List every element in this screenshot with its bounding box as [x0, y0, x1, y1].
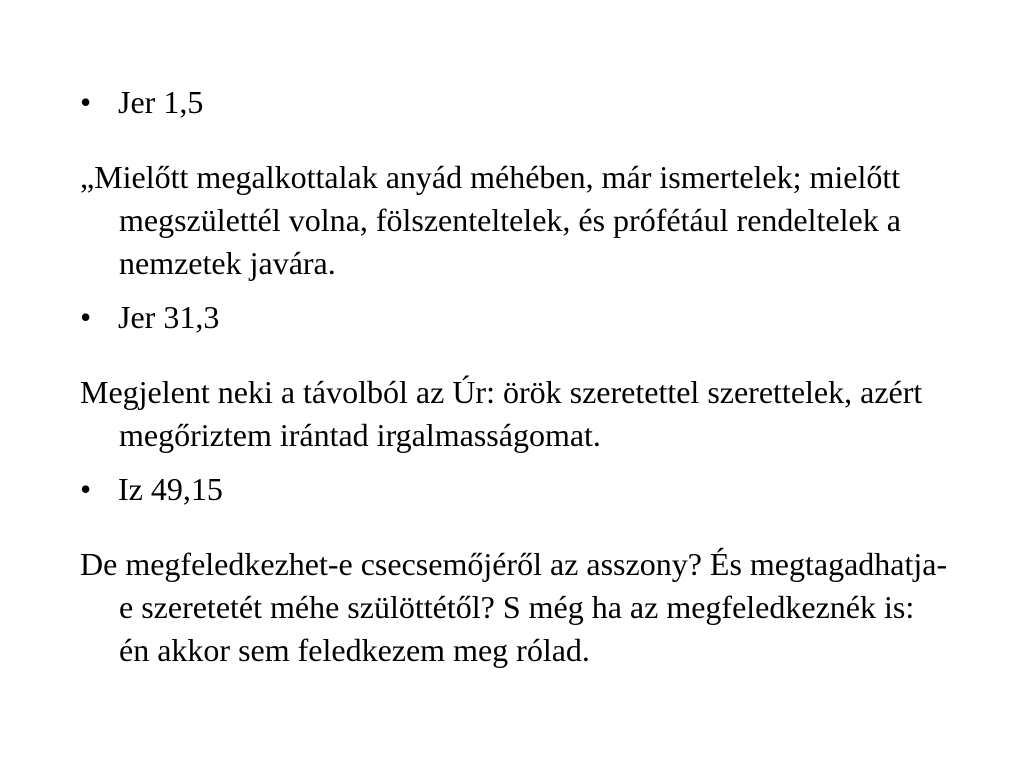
bullet-icon: •: [80, 84, 92, 120]
slide-body: [80, 81, 950, 683]
bullet-icon: •: [80, 471, 92, 507]
verse-block-1: [80, 81, 950, 285]
verse-reference: Iz 49,15: [118, 471, 223, 507]
bullet-item-reference: [80, 81, 950, 124]
verse-reference: Jer 31,3: [118, 299, 220, 335]
bullet-item-reference: [80, 296, 950, 339]
verse-quote: Megjelent neki a távolból az Úr: örök szeretettel szerettelek, azért megőriztem irántad irgalmasságomat.: [80, 374, 923, 453]
bullet-icon: •: [80, 299, 92, 335]
verse-reference: Jer 1,5: [118, 84, 204, 120]
verse-quote: De megfeledkezhet-e csecsemőjéről az asszony? És megtagadhatja-e szeretetét méhe szülöttétől? S még ha az megfeledkeznék is: én akkor sem feledkezem meg rólad.: [80, 546, 948, 668]
verse-quote: „Mielőtt megalkottalak anyád méhében, már ismertelek; mielőtt megszülettél volna, fölszenteltelek, és prófétául rendeltelek a nemzetek javára.: [80, 159, 901, 281]
verse-block-3: [80, 468, 950, 672]
bullet-item-reference: [80, 468, 950, 511]
verse-block-2: [80, 296, 950, 457]
